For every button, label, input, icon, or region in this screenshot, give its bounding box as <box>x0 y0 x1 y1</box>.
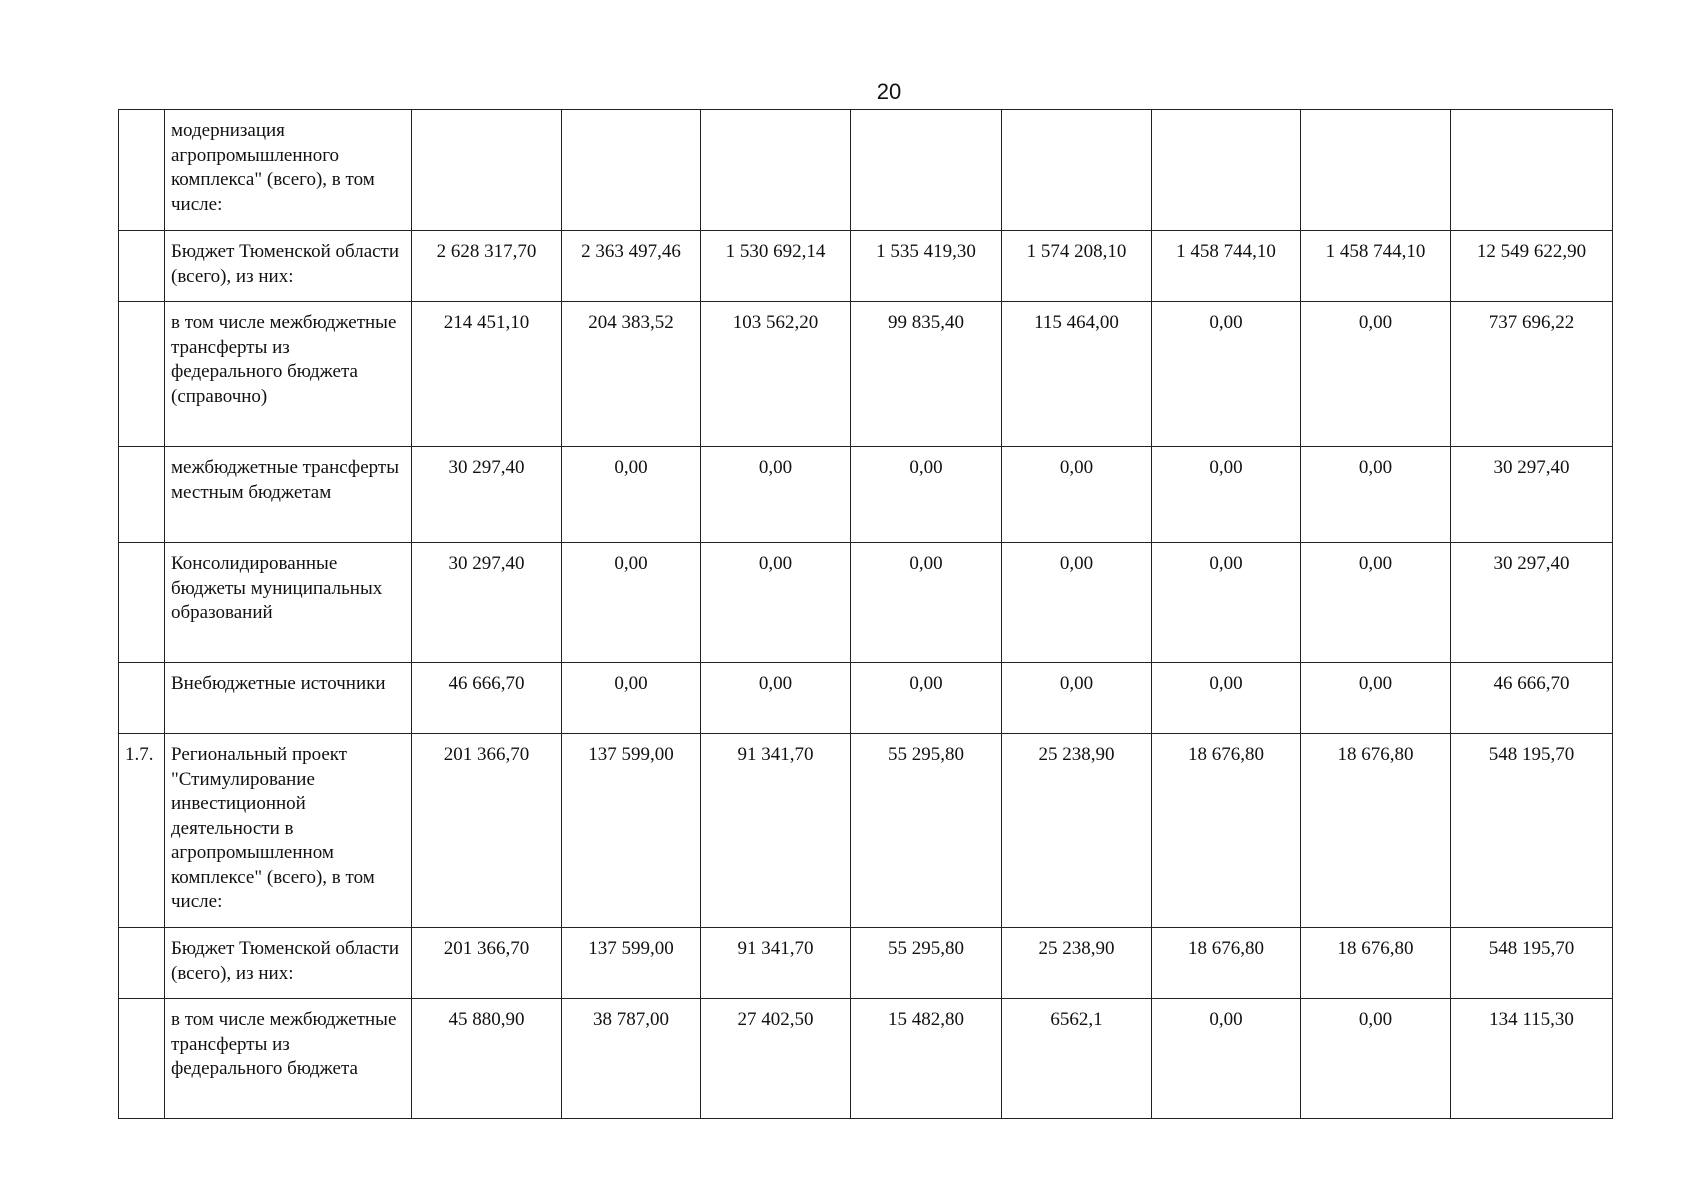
value-cell <box>701 110 851 231</box>
row-number <box>119 302 165 447</box>
value-cell: 30 297,40 <box>1451 447 1613 543</box>
value-cell: 548 195,70 <box>1451 928 1613 999</box>
value-cell: 30 297,40 <box>1451 543 1613 663</box>
row-name: Внебюджетные источники <box>165 663 412 734</box>
table-row <box>119 663 1613 734</box>
row-number <box>119 543 165 663</box>
value-cell: 0,00 <box>1301 663 1451 734</box>
value-cell: 18 676,80 <box>1152 734 1301 928</box>
value-cell: 0,00 <box>562 447 701 543</box>
value-cell: 0,00 <box>1002 663 1152 734</box>
value-cell: 115 464,00 <box>1002 302 1152 447</box>
value-cell: 1 458 744,10 <box>1152 231 1301 302</box>
value-cell: 737 696,22 <box>1451 302 1613 447</box>
value-cell: 0,00 <box>1301 999 1451 1119</box>
value-cell <box>1152 110 1301 231</box>
table-row <box>119 543 1613 663</box>
value-cell: 46 666,70 <box>1451 663 1613 734</box>
value-cell: 2 363 497,46 <box>562 231 701 302</box>
row-number <box>119 110 165 231</box>
value-cell: 134 115,30 <box>1451 999 1613 1119</box>
value-cell: 0,00 <box>562 543 701 663</box>
value-cell: 0,00 <box>701 663 851 734</box>
value-cell <box>1002 110 1152 231</box>
value-cell: 27 402,50 <box>701 999 851 1119</box>
table-row <box>119 734 1613 928</box>
value-cell: 204 383,52 <box>562 302 701 447</box>
value-cell <box>851 110 1002 231</box>
value-cell <box>562 110 701 231</box>
value-cell: 103 562,20 <box>701 302 851 447</box>
value-cell: 2 628 317,70 <box>412 231 562 302</box>
row-name: в том числе межбюджетные трансферты из федерального бюджета <box>165 999 412 1119</box>
value-cell: 1 574 208,10 <box>1002 231 1152 302</box>
value-cell: 91 341,70 <box>701 734 851 928</box>
value-cell: 201 366,70 <box>412 734 562 928</box>
value-cell: 0,00 <box>1002 543 1152 663</box>
value-cell: 18 676,80 <box>1301 734 1451 928</box>
value-cell: 30 297,40 <box>412 447 562 543</box>
value-cell: 45 880,90 <box>412 999 562 1119</box>
value-cell: 0,00 <box>701 447 851 543</box>
row-name: Бюджет Тюменской области (всего), из них: <box>165 928 412 999</box>
value-cell: 18 676,80 <box>1301 928 1451 999</box>
row-number <box>119 663 165 734</box>
value-cell: 38 787,00 <box>562 999 701 1119</box>
value-cell: 0,00 <box>1152 663 1301 734</box>
row-name: в том числе межбюджетные трансферты из федерального бюджета (справочно) <box>165 302 412 447</box>
value-cell: 0,00 <box>1152 999 1301 1119</box>
value-cell: 214 451,10 <box>412 302 562 447</box>
value-cell: 0,00 <box>1301 302 1451 447</box>
value-cell: 46 666,70 <box>412 663 562 734</box>
value-cell: 548 195,70 <box>1451 734 1613 928</box>
value-cell: 0,00 <box>1301 543 1451 663</box>
value-cell: 201 366,70 <box>412 928 562 999</box>
table-row <box>119 231 1613 302</box>
row-number <box>119 447 165 543</box>
value-cell: 1 535 419,30 <box>851 231 1002 302</box>
value-cell: 6562,1 <box>1002 999 1152 1119</box>
value-cell: 99 835,40 <box>851 302 1002 447</box>
row-name: Консолидированные бюджеты муниципальных образований <box>165 543 412 663</box>
value-cell: 0,00 <box>562 663 701 734</box>
value-cell: 0,00 <box>851 543 1002 663</box>
value-cell: 91 341,70 <box>701 928 851 999</box>
value-cell: 18 676,80 <box>1152 928 1301 999</box>
value-cell: 0,00 <box>1152 302 1301 447</box>
value-cell: 137 599,00 <box>562 928 701 999</box>
value-cell: 55 295,80 <box>851 928 1002 999</box>
value-cell: 0,00 <box>851 663 1002 734</box>
budget-table <box>118 109 1613 1119</box>
value-cell: 0,00 <box>1152 543 1301 663</box>
row-number <box>119 231 165 302</box>
value-cell <box>412 110 562 231</box>
value-cell <box>1301 110 1451 231</box>
row-name: модернизация агропромышленного комплекса" (всего), в том числе: <box>165 110 412 231</box>
table-row <box>119 110 1613 231</box>
value-cell: 0,00 <box>1002 447 1152 543</box>
table-row <box>119 447 1613 543</box>
page-number: 20 <box>876 79 902 104</box>
value-cell: 0,00 <box>1152 447 1301 543</box>
value-cell: 25 238,90 <box>1002 734 1152 928</box>
row-name: межбюджетные трансферты местным бюджетам <box>165 447 412 543</box>
row-number: 1.7. <box>119 734 165 928</box>
table-row <box>119 302 1613 447</box>
row-name: Региональный проект "Стимулирование инвестиционной деятельности в агропромышленном комплексе" (всего), в том числе: <box>165 734 412 928</box>
value-cell: 30 297,40 <box>412 543 562 663</box>
value-cell: 0,00 <box>851 447 1002 543</box>
value-cell: 0,00 <box>1301 447 1451 543</box>
value-cell <box>1451 110 1613 231</box>
table-row <box>119 928 1613 999</box>
value-cell: 137 599,00 <box>562 734 701 928</box>
value-cell: 25 238,90 <box>1002 928 1152 999</box>
table-row <box>119 999 1613 1119</box>
value-cell: 1 530 692,14 <box>701 231 851 302</box>
value-cell: 55 295,80 <box>851 734 1002 928</box>
value-cell: 1 458 744,10 <box>1301 231 1451 302</box>
row-name: Бюджет Тюменской области (всего), из них: <box>165 231 412 302</box>
value-cell: 12 549 622,90 <box>1451 231 1613 302</box>
value-cell: 15 482,80 <box>851 999 1002 1119</box>
value-cell: 0,00 <box>701 543 851 663</box>
row-number <box>119 999 165 1119</box>
row-number <box>119 928 165 999</box>
